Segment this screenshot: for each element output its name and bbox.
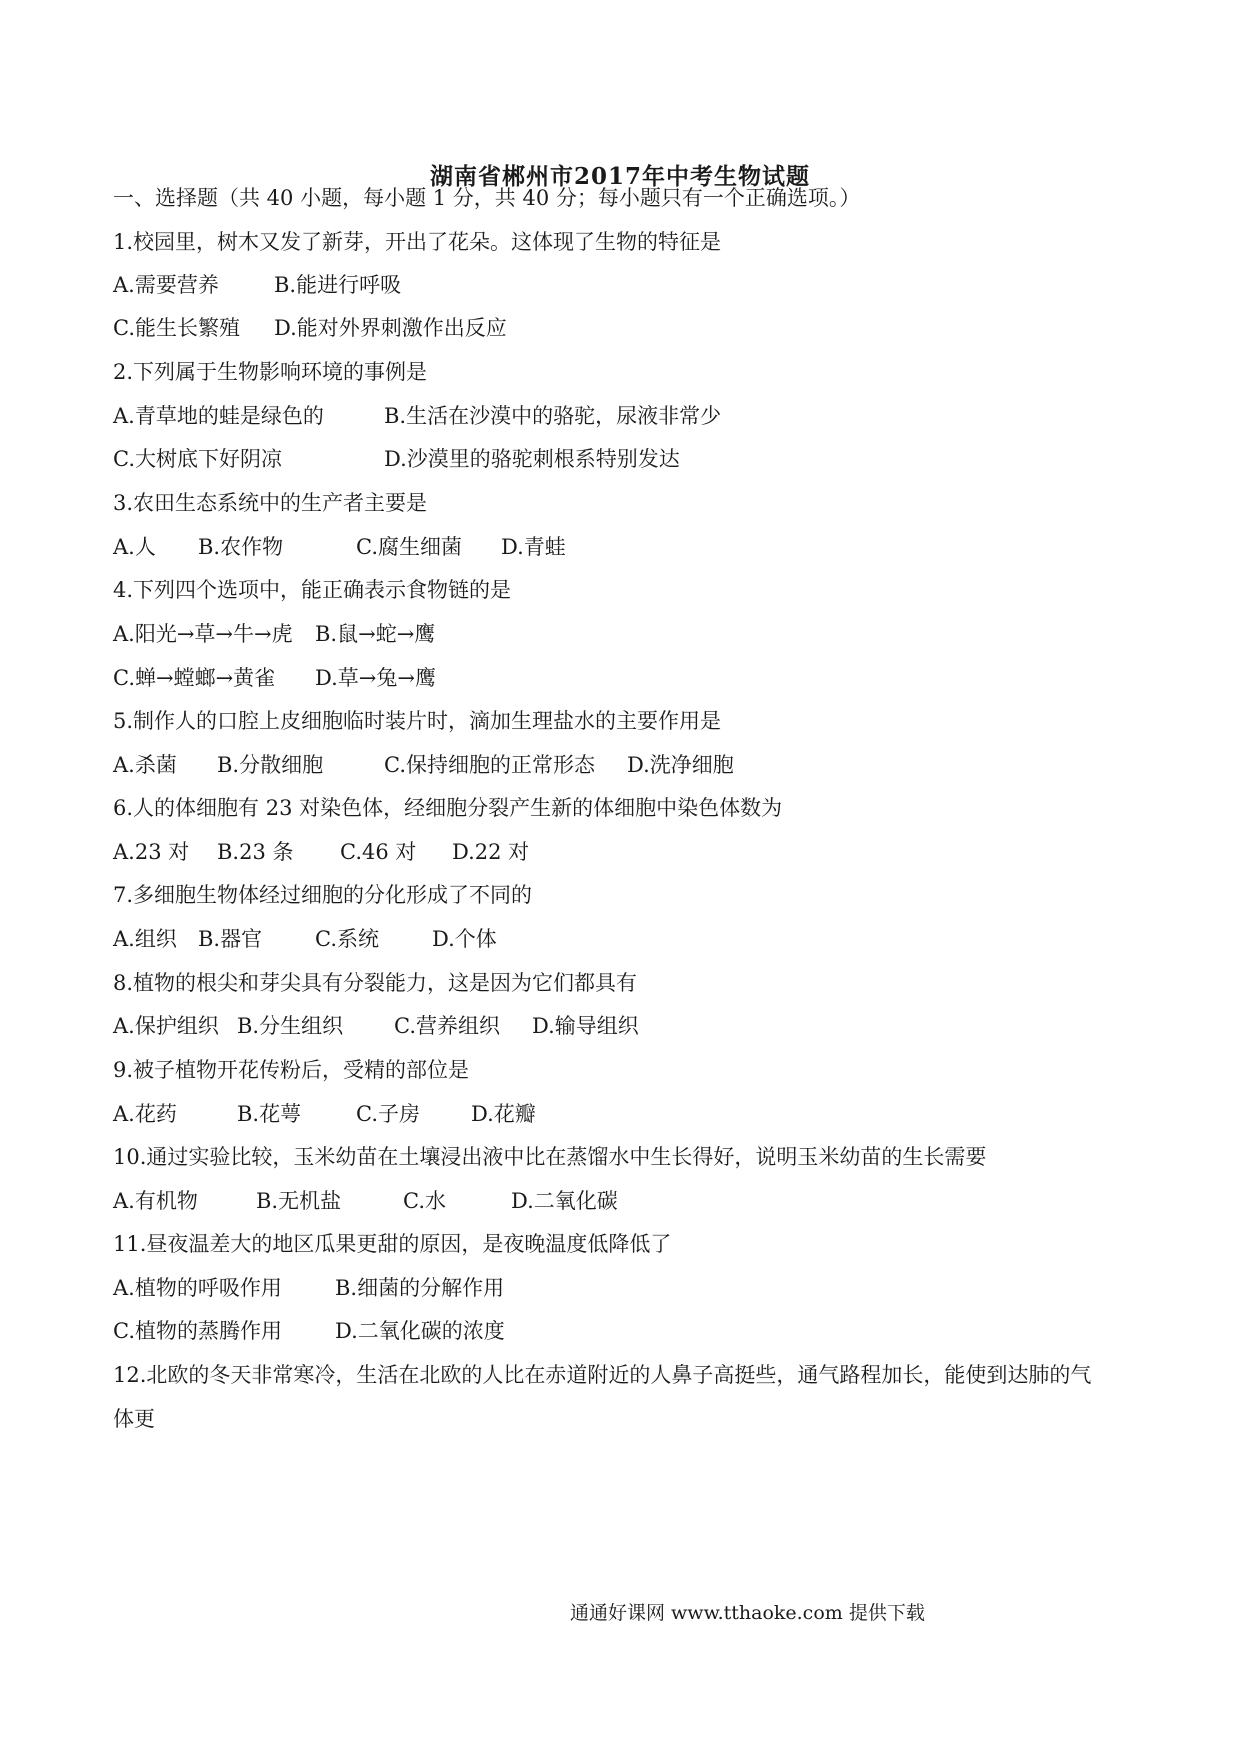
option-d: D.草→兔→鹰 (315, 666, 436, 690)
option-d: D.能对外界刺激作出反应 (274, 316, 507, 340)
option-a: A.人 (113, 535, 156, 559)
option-a: A.花药 (113, 1102, 177, 1126)
option-a: A.组织 (113, 927, 177, 951)
question-2-stem: 2.下列属于生物影响环境的事例是 (113, 360, 428, 384)
option-b: B.23 条 (217, 840, 294, 864)
question-11-stem: 11.昼夜温差大的地区瓜果更甜的原因，是夜晚温度低降低了 (113, 1232, 672, 1256)
question-2-options-row-1 (113, 401, 1133, 431)
question-10-stem: 10.通过实验比较，玉米幼苗在土壤浸出液中比在蒸馏水中生长得好，说明玉米幼苗的生长需要 (113, 1145, 987, 1169)
question-1-stem: 1.校园里，树木又发了新芽，开出了花朵。这体现了生物的特征是 (113, 230, 722, 254)
option-d: D.花瓣 (471, 1102, 536, 1126)
option-a: A.保护组织 (113, 1014, 219, 1038)
option-b: B.生活在沙漠中的骆驼，尿液非常少 (384, 404, 722, 428)
option-b: B.分散细胞 (217, 753, 324, 777)
question-2-options-row-2 (113, 444, 1133, 474)
question-12-stem: 12.北欧的冬天非常寒冷，生活在北欧的人比在赤道附近的人鼻子高挺些，通气路程加长，能使到达肺的气 (113, 1363, 1092, 1387)
option-d: D.22 对 (452, 840, 530, 864)
option-c: C.大树底下好阴凉 (113, 447, 282, 471)
option-c: C.能生长繁殖 (113, 316, 240, 340)
option-d: D.输导组织 (532, 1014, 639, 1038)
question-4-stem: 4.下列四个选项中，能正确表示食物链的是 (113, 578, 512, 602)
option-b: B.器官 (198, 927, 263, 951)
option-a: A.植物的呼吸作用 (113, 1276, 282, 1300)
question-6-options (113, 837, 1133, 867)
option-c: C.46 对 (340, 840, 417, 864)
option-b: B.分生组织 (237, 1014, 344, 1038)
option-d: D.个体 (432, 927, 497, 951)
option-a: A.杀菌 (113, 753, 177, 777)
question-7-stem: 7.多细胞生物体经过细胞的分化形成了不同的 (113, 883, 533, 907)
option-b: B.花萼 (237, 1102, 302, 1126)
question-4-options-row-2 (113, 663, 1133, 693)
question-6-stem: 6.人的体细胞有 23 对染色体，经细胞分裂产生新的体细胞中染色体数为 (113, 796, 783, 820)
option-c: C.营养组织 (394, 1014, 500, 1038)
question-8-options (113, 1011, 1133, 1041)
question-11-options-row-1 (113, 1273, 1133, 1303)
option-d: D.沙漠里的骆驼刺根系特别发达 (384, 447, 680, 471)
option-b: B.鼠→蛇→鹰 (315, 622, 436, 646)
question-9-stem: 9.被子植物开花传粉后，受精的部位是 (113, 1058, 470, 1082)
option-d: D.二氧化碳 (511, 1189, 618, 1213)
question-9-options (113, 1099, 1133, 1129)
option-b: B.能进行呼吸 (274, 273, 402, 297)
option-c: C.水 (403, 1189, 446, 1213)
option-a: A.需要营养 (113, 273, 219, 297)
question-3-stem: 3.农田生态系统中的生产者主要是 (113, 491, 428, 515)
option-a: A.有机物 (113, 1189, 198, 1213)
option-d: D.洗净细胞 (627, 753, 734, 777)
option-a: A.23 对 (113, 840, 190, 864)
option-c: C.子房 (356, 1102, 420, 1126)
option-a: A.青草地的蛙是绿色的 (113, 404, 324, 428)
option-d: D.青蛙 (501, 535, 566, 559)
option-a: A.阳光→草→牛→虎 (113, 622, 293, 646)
question-7-options (113, 924, 1133, 954)
option-c: C.系统 (315, 927, 379, 951)
question-10-options (113, 1186, 1133, 1216)
option-b: B.农作物 (198, 535, 284, 559)
question-1-options-row-2 (113, 313, 1133, 343)
option-b: B.细菌的分解作用 (335, 1276, 505, 1300)
option-c: C.腐生细菌 (356, 535, 462, 559)
footer-credit: 通通好课网 www.tthaoke.com 提供下载 (570, 1602, 925, 1624)
question-3-options (113, 532, 1133, 562)
question-12-stem-continued: 体更 (113, 1407, 155, 1431)
question-1-options-row-1 (113, 270, 1133, 300)
question-8-stem: 8.植物的根尖和芽尖具有分裂能力，这是因为它们都具有 (113, 971, 638, 995)
option-d: D.二氧化碳的浓度 (335, 1319, 505, 1343)
question-11-options-row-2 (113, 1316, 1133, 1346)
question-5-options (113, 750, 1133, 780)
question-5-stem: 5.制作人的口腔上皮细胞临时装片时，滴加生理盐水的主要作用是 (113, 709, 722, 733)
option-c: C.植物的蒸腾作用 (113, 1319, 282, 1343)
question-4-options-row-1 (113, 619, 1133, 649)
section-heading: 一、选择题（共 40 小题，每小题 1 分，共 40 分；每小题只有一个正确选项。） (113, 186, 861, 210)
option-b: B.无机盐 (256, 1189, 342, 1213)
option-c: C.蝉→螳螂→黄雀 (113, 666, 276, 690)
option-c: C.保持细胞的正常形态 (384, 753, 595, 777)
page-title: 湖南省郴州市2017年中考生物试题 (429, 163, 810, 190)
